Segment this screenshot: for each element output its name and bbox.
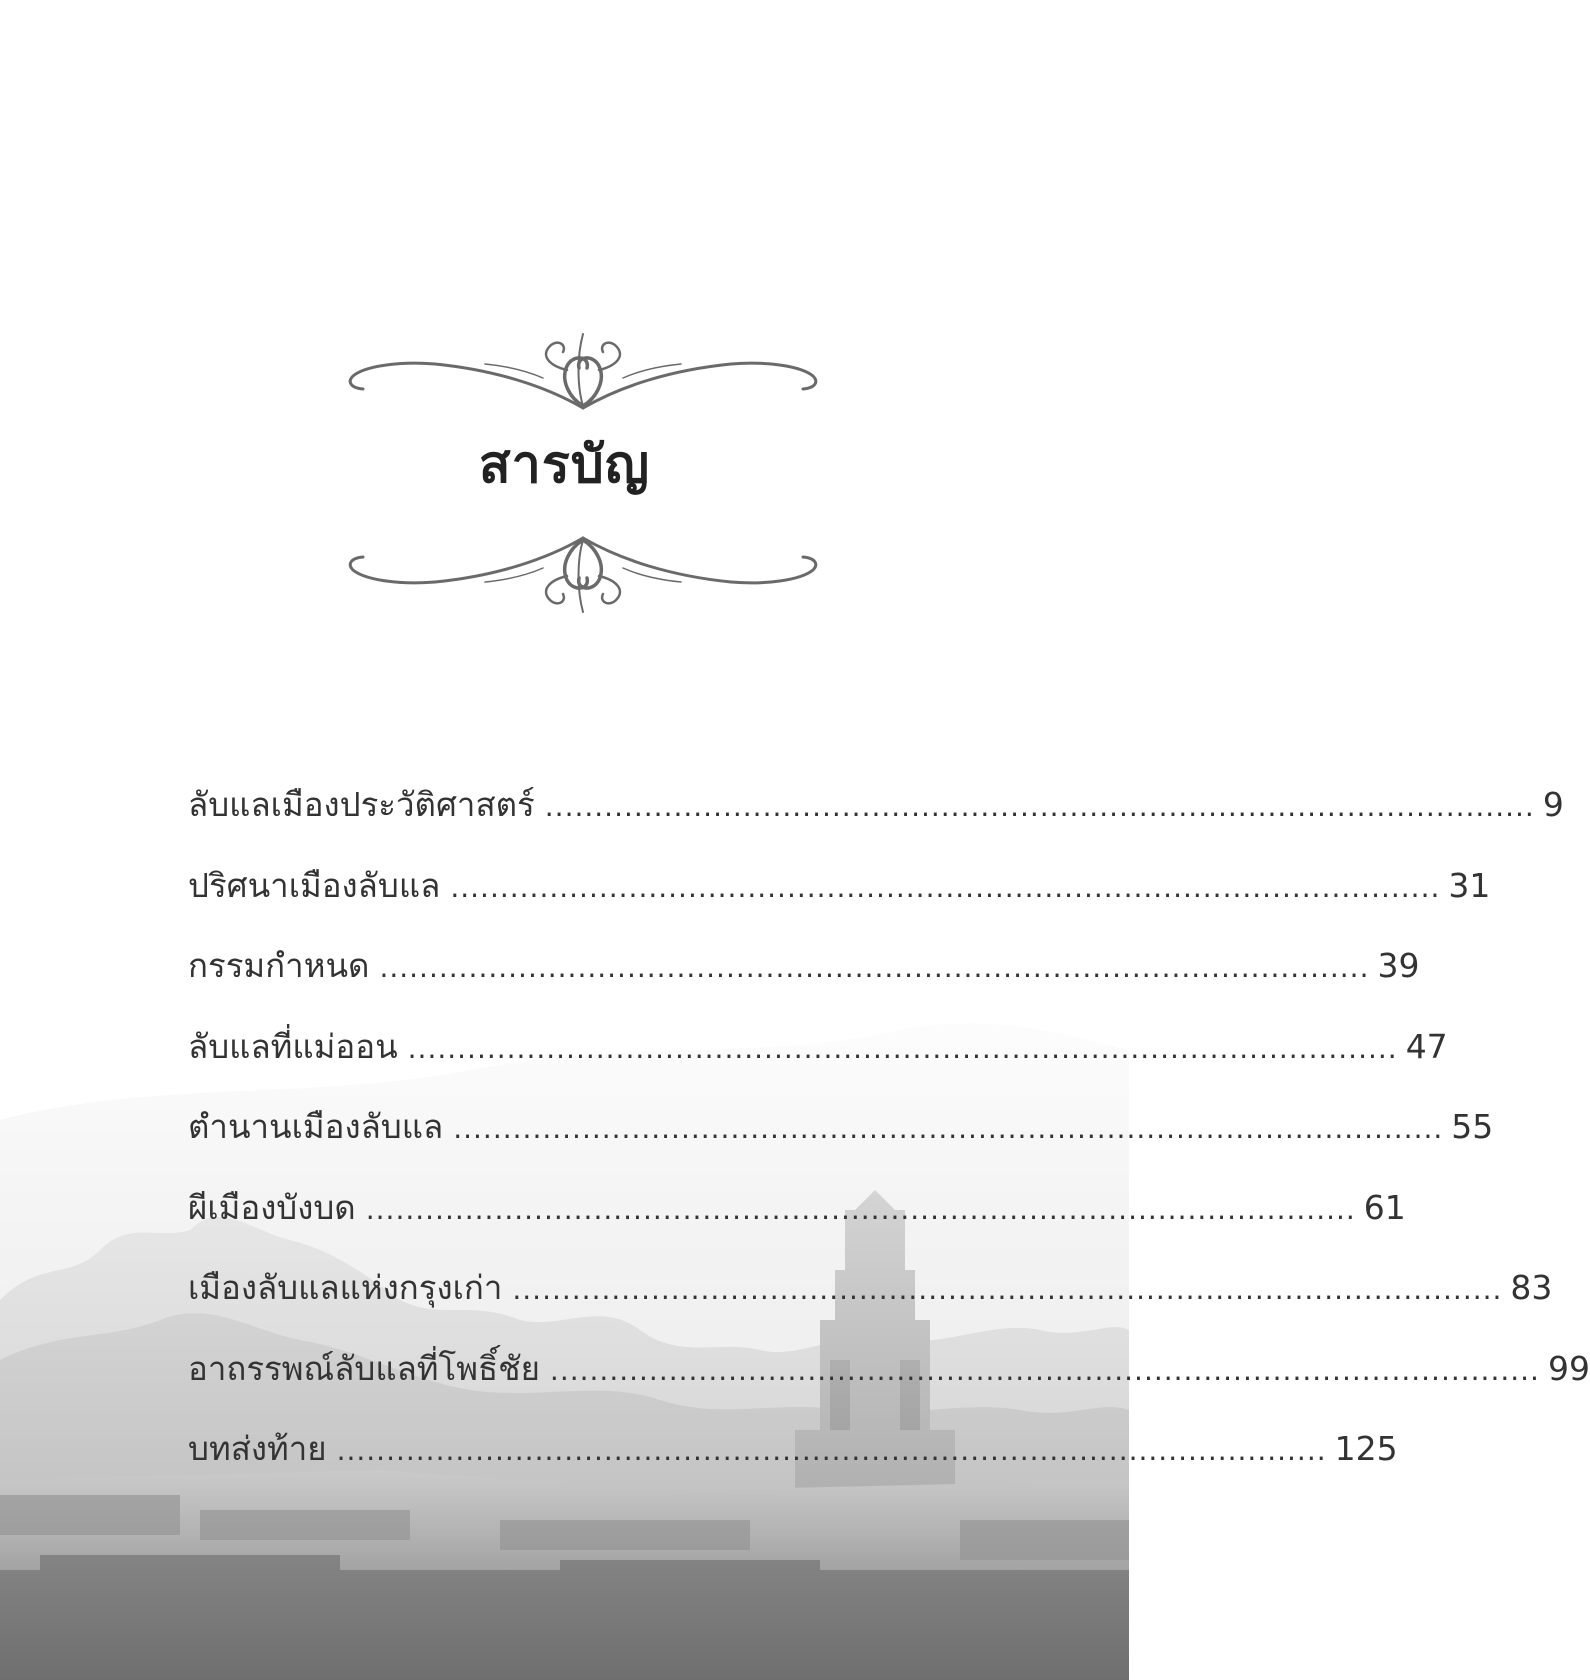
toc-entry-page: 9	[1542, 785, 1564, 824]
toc-entry-title: ตำนานเมืองลับแล	[188, 1107, 444, 1146]
toc-entry[interactable]	[188, 1422, 1398, 1503]
page-title: สารบัญ	[478, 435, 651, 495]
dot-leader: ....................................................................................................	[450, 870, 1441, 904]
toc-entry-title: ลับแลที่แม่ออน	[188, 1026, 398, 1066]
toc-entry[interactable]	[188, 1342, 1590, 1423]
toc-entry-page: 47	[1405, 1026, 1448, 1066]
table-of-contents	[188, 778, 1590, 1503]
toc-entry-page: 31	[1448, 865, 1491, 905]
bottom-flourish-ornament	[345, 526, 821, 620]
toc-entry[interactable]	[188, 778, 1564, 859]
toc-entry[interactable]	[188, 1020, 1448, 1101]
toc-entry-page: 125	[1334, 1429, 1398, 1468]
dot-leader: ....................................................................................................	[453, 1112, 1444, 1145]
toc-entry-page: 99	[1547, 1348, 1590, 1388]
toc-entry-title: เมืองลับแลแห่งกรุงเก่า	[188, 1268, 503, 1307]
toc-entry-title: กรรมกำหนด	[188, 946, 370, 985]
toc-entry-page: 39	[1377, 946, 1420, 985]
toc-entry[interactable]	[188, 859, 1491, 940]
toc-entry-title: อาถรรพณ์ลับแลที่โพธิ์ชัย	[188, 1348, 540, 1388]
toc-entry-title: ปริศนาเมืองลับแล	[188, 865, 441, 905]
dot-leader: ....................................................................................................	[512, 1273, 1503, 1306]
toc-entry-title: ลับแลเมืองประวัติศาสตร์	[188, 785, 535, 824]
toc-entry-title: บทส่งท้าย	[188, 1429, 327, 1468]
top-flourish-ornament	[345, 326, 821, 420]
toc-entry[interactable]	[188, 1181, 1406, 1262]
dot-leader: ....................................................................................................	[379, 951, 1370, 984]
toc-entry-page: 55	[1451, 1107, 1494, 1146]
dot-leader: ....................................................................................................	[336, 1434, 1327, 1467]
dot-leader: ....................................................................................................	[544, 790, 1535, 823]
dot-leader: ....................................................................................................	[365, 1192, 1356, 1226]
toc-entry-title: ผีเมืองบังบด	[188, 1187, 356, 1227]
dot-leader: ....................................................................................................	[407, 1031, 1398, 1065]
toc-entry[interactable]	[188, 1100, 1494, 1181]
toc-entry-page: 83	[1510, 1268, 1553, 1307]
toc-entry[interactable]	[188, 1261, 1553, 1342]
toc-entry[interactable]	[188, 939, 1420, 1020]
toc-entry-page: 61	[1363, 1187, 1406, 1227]
dot-leader: ....................................................................................................	[549, 1353, 1540, 1387]
